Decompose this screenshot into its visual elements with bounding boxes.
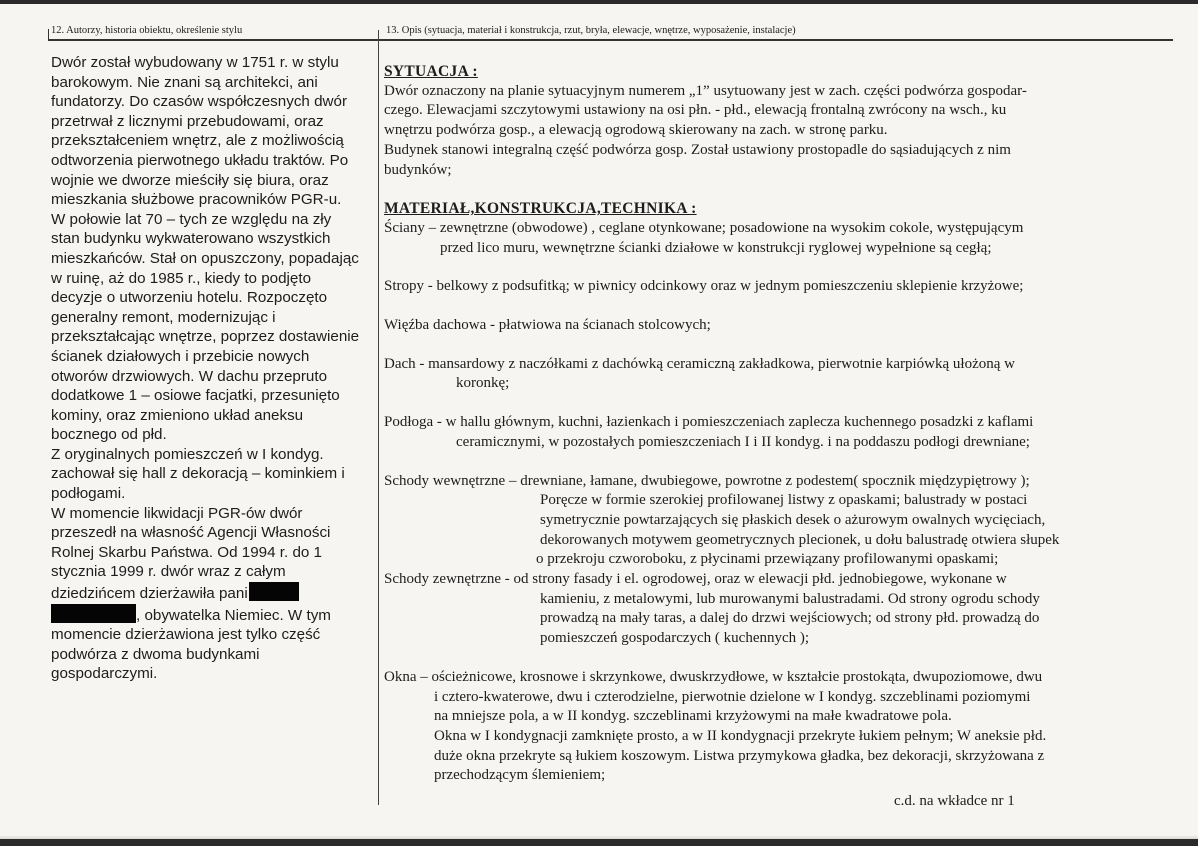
history-line: momencie dzierżawiona jest tylko część (51, 626, 321, 644)
outer-stairs-line: pomieszczeń gospodarczych ( kuchennych ); (540, 630, 810, 647)
history-line: dodatkowe 1 – osiowe facjatki, przesunięto (51, 387, 340, 405)
history-line: fundatorzy. Do czasów współczesnych dwór (51, 93, 347, 111)
inner-stairs-line: Poręcze w formie szerokiej profilowanej listwy z opaskami; balustrady w postaci (540, 492, 1028, 509)
sytuacja-line: budynków; (384, 161, 452, 178)
history-line: mieszkańców. Stał on opuszczony, popadając (51, 249, 359, 267)
windows-line: Okna w I kondygnacji zamknięte prosto, a w II kondygnacji przekryte łukiem pełnym; W aneksie płd. (434, 727, 1047, 744)
ceilings-line: Stropy - belkowy z podsufitką; w piwnicy odcinkowy oraz w jednym pomieszczeniu sklepienie krzyżowe; (384, 278, 1024, 295)
history-line-redacted-a (51, 582, 373, 604)
history-line: wojnie we dworze mieściły się biura, oraz (51, 171, 329, 189)
windows-line: Okna – ościeżnicowe, krosnowe i skrzynkowe, dwuskrzydłowe, w kształcie prostokąta, dwupoziomowe, dwu (384, 668, 1043, 685)
scan-edge-bottom (0, 839, 1198, 846)
floor-line: Podłoga - w hallu głównym, kuchni, łazienkach i pomieszczeniach zaplecza kuchennego posadzki z kaflami (384, 414, 1034, 431)
outer-stairs-line: Schody zewnętrzne - od strony fasady i el. ogrodowej, oraz w elewacji płd. jednobiegowe, wykonane w (384, 571, 1007, 588)
roof-truss-line: Więźba dachowa - płatwiowa na ścianach stolcowych; (384, 317, 711, 334)
section-title-material: MATERIAŁ,KONSTRUKCJA,TECHNIKA : (384, 200, 697, 218)
column-divider (378, 30, 379, 805)
windows-line: na mniejsze pola, a w II kondyg. szczeblinami krzyżowymi na małe kwadratowe pola. (434, 708, 952, 725)
redaction-block (51, 604, 136, 623)
roof-line: koronkę; (456, 375, 510, 392)
walls-line: Ściany – zewnętrzne (obwodowe) , ceglane otynkowane; posadowione na wysokim cokole, występującym (384, 219, 1024, 236)
history-line: barokowym. Nie znani są architekci, ani (51, 73, 318, 91)
history-line: przeszedł na własność Agencji Własności (51, 524, 331, 542)
inner-stairs-line: symetrycznie powtarzających się płaskich desek o ażurowym owalnych wycięciach, (540, 511, 1046, 528)
history-line: W połowie lat 70 – tych ze względu na zły (51, 210, 332, 228)
inner-stairs-line: dekorowanych motywem geometrycznych plecionek, u dołu balustradę otwiera słupek (540, 531, 1060, 548)
history-line: w ruinę, aż do 1985 r., kiedy to podjęto (51, 269, 312, 287)
redaction-block (249, 582, 299, 601)
windows-line: i cztero-kwaterowe, dwu i czterodzielne, pierwotnie dzielone w I kondyg. szczeblinami poziomymi (434, 688, 1031, 705)
history-line: podwórza z dwoma budynkami (51, 645, 260, 663)
section-title-sytuacja: SYTUACJA : (384, 63, 478, 80)
history-line: przekształcając wnętrze, poprzez dostawienie (51, 328, 360, 346)
history-line-text: , obywatelka Niemiec. W tym (136, 606, 331, 624)
history-line: kominy, oraz zmieniono układ aneksu (51, 406, 304, 424)
outer-stairs-line: kamieniu, z metalowymi, lub murowanymi balustradami. Od strony ogrodu schody (540, 590, 1040, 607)
history-line: stycznia 1999 r. dwór wraz z całym (51, 563, 286, 581)
walls-line: przed lico muru, wewnętrzne ścianki działowe w konstrukcji ryglowej wypełnione są cegłą; (440, 239, 992, 256)
windows-line: przechodzącym ślemieniem; (434, 767, 606, 784)
roof-line: Dach - mansardowy z naczółkami z dachówką ceramiczną zakładkowa, pierwotnie karpiówką ułożoną w (384, 355, 1015, 372)
history-line: przetrwał z licznymi przebudowami, oraz (51, 112, 324, 130)
history-line-text: dziedzińcem dzierżawiła pani (51, 585, 248, 603)
history-line: gospodarczymi. (51, 665, 158, 683)
header-right: 13. Opis (sytuacja, materiał i konstrukcja, rzut, bryła, elewacje, wnętrze, wyposażenie, instalacje) (386, 25, 796, 36)
history-line: Rolnej Skarbu Państwa. Od 1994 r. do 1 (51, 543, 323, 561)
history-line: Z oryginalnych pomieszczeń w I kondyg. (51, 445, 324, 463)
scan-edge-top (0, 0, 1198, 4)
history-line: odtworzenia pierwotnego układu traktów. Po (51, 151, 349, 169)
floor-line: ceramicznymi, w pozostałych pomieszczeniach I i II kondyg. i na poddaszu podłogi drewniane; (456, 433, 1030, 450)
windows-line: duże okna przekryte są łukiem koszowym. Listwa przymykowa gładka, bez dekoracji, skrzyżowana z (434, 747, 1045, 764)
history-line: bocznego od płd. (51, 426, 167, 444)
sytuacja-line: Dwór oznaczony na planie sytuacyjnym numerem „1” usytuowany jest w zach. części podwórza gospodar- (384, 82, 1027, 99)
outer-stairs-line: prowadzą na mały taras, a dalej do drzwi wejściowych; od strony płd. prowadzą do (540, 610, 1040, 627)
inner-stairs-line: o przekroju czworoboku, z płycinami przewiązany profilowanymi opaskami; (536, 551, 999, 568)
sytuacja-line: wnętrzu podwórza gosp., a elewacją ogrodową skierowany na zach. w stronę parku. (384, 122, 888, 139)
history-line: stan budynku wykwaterowano wszystkich (51, 230, 331, 248)
sytuacja-line: Budynek stanowi integralną część podwórza gosp. Został ustawiony prostopadle do sąsiadujących z nim (384, 141, 1011, 158)
description-column (384, 62, 1179, 786)
history-line: ścianek działowych i przebicie nowych (51, 347, 310, 365)
history-line: podłogami. (51, 485, 126, 503)
sytuacja-line: czego. Elewacjami szczytowymi ustawiony na osi płn. - płd., elewacją frontalną zwrócony na wsch., ku (384, 102, 1007, 119)
history-line: W momencie likwidacji PGR-ów dwór (51, 504, 303, 522)
history-line: otworów drzwiowych. W dachu przepruto (51, 367, 328, 385)
history-line: zachował się hall z dekoracją – kominkiem i (51, 465, 345, 483)
history-line-redacted-b (51, 604, 373, 626)
history-line: generalny remont, modernizując i (51, 308, 276, 326)
continuation-note: c.d. na wkładce nr 1 (894, 793, 1015, 809)
header-rule-tick-left (48, 29, 49, 40)
history-line: mieszkania służbowe pracowników PGR-u. (51, 191, 342, 209)
header-left: 12. Autorzy, historia obiektu, określenie stylu (51, 25, 243, 36)
history-column (51, 53, 373, 684)
header-rule (48, 39, 1173, 41)
history-line: przekształceniem wnętrz, ale z możliwością (51, 132, 344, 150)
history-line: decyzje o utworzeniu hotelu. Rozpoczęto (51, 289, 328, 307)
history-line: Dwór został wybudowany w 1751 r. w stylu (51, 54, 339, 71)
inner-stairs-line: Schody wewnętrzne – drewniane, łamane, dwubiegowe, powrotne z podestem( spocznik międzypiętrowy ); (384, 472, 1030, 489)
